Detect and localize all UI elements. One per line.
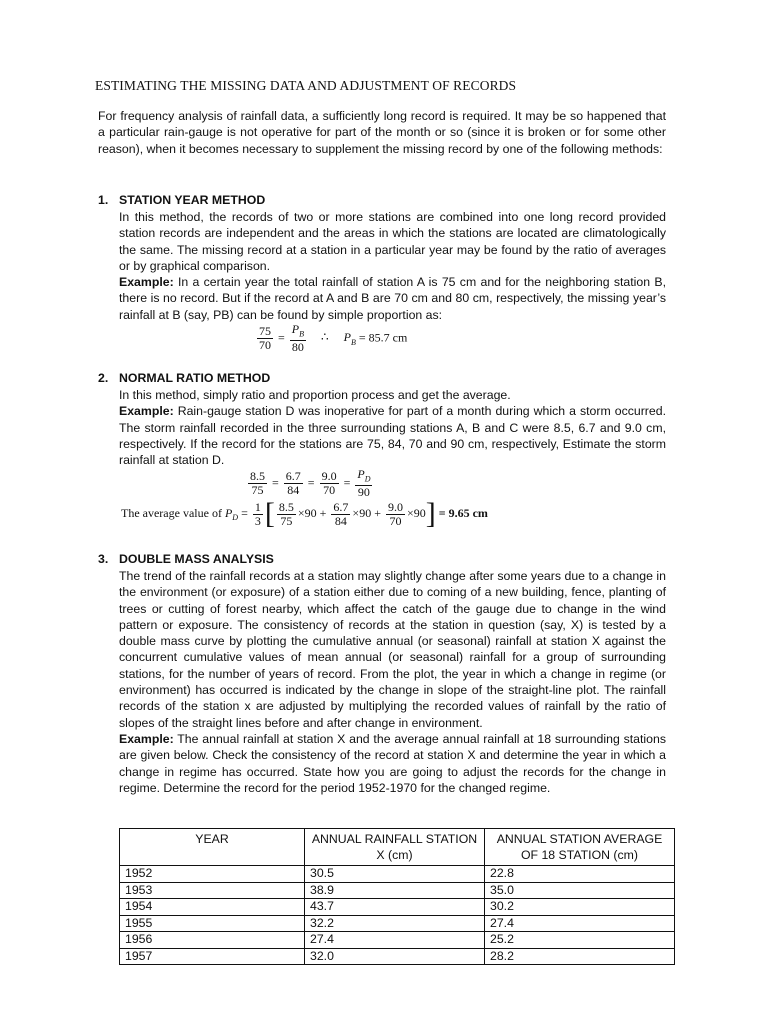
cell-average: 28.2 xyxy=(485,948,675,965)
header-year: YEAR xyxy=(120,829,305,866)
cell-station-x: 32.2 xyxy=(305,915,485,932)
f3-times: ×90 xyxy=(406,505,426,520)
left-bracket: [ xyxy=(264,497,275,530)
section-2-body xyxy=(119,387,666,468)
f2-last-sub: D xyxy=(364,474,371,484)
f3-times: ×90 xyxy=(297,505,317,520)
table-row xyxy=(120,948,675,965)
f2-frac-den: 75 xyxy=(251,483,264,498)
formula-station-year xyxy=(255,323,407,354)
f3-third-den: 3 xyxy=(254,513,261,528)
f2-last-var: P xyxy=(357,467,365,481)
f3-times: ×90 xyxy=(352,505,372,520)
table-row xyxy=(120,899,675,916)
section-3-text: The trend of the rainfall records at a station may slightly change after some years due to a change in the environment (or exposure) of a station either due to coming of a new building, fence, planting of trees or cutting of forest nearby, which affect the catch of the gauge due to change in the wind pattern or exposure. The consistency of records at the station in question (say, X) is tested by a double mass curve by plotting the cumulative annual (or seasonal) rainfall at station X against the concurrent cumulative values of mean annual (or seasonal) rainfall for a group of surrounding stations, for the number of years of record. From the plot, the year in which a change in regime (or environment) has occurred is indicated by the change in slope of the straight-line plot. The rainfall records of the station x are adjusted by multiplying the recorded values of rainfall by the ratio of slopes of the straight lines before and after change in environment. xyxy=(119,569,666,730)
f3-term-num: 9.0 xyxy=(387,499,403,514)
f3-sub: D xyxy=(232,513,239,523)
section-1-text: In this method, the records of two or more stations are combined into one long record provided station records are independent and the areas in which the stations are located are climatologically the same. The missing record at a station in a particular year may be found by the ratio of averages or by graphical comparison. xyxy=(119,210,666,273)
section-3-example-label: Example: xyxy=(119,731,174,746)
therefore-symbol: ∴ xyxy=(321,330,329,345)
f1-rhs-sub: B xyxy=(299,329,305,339)
cell-station-x: 43.7 xyxy=(305,899,485,916)
right-bracket: ] xyxy=(425,497,436,530)
header-station-x: ANNUAL RAINFALL STATION X (cm) xyxy=(305,829,485,866)
f1-result-val: = 85.7 cm xyxy=(358,330,408,345)
cell-average: 35.0 xyxy=(485,882,675,899)
section-2-number: 2. xyxy=(98,371,109,385)
f2-frac-den: 70 xyxy=(323,483,336,498)
section-1-example-label: Example: xyxy=(119,275,174,290)
cell-average: 27.4 xyxy=(485,915,675,932)
section-1-heading: STATION YEAR METHOD xyxy=(119,193,266,207)
formula-average xyxy=(121,499,488,529)
cell-average: 25.2 xyxy=(485,932,675,949)
f2-frac-num: 9.0 xyxy=(321,469,337,484)
cell-station-x: 30.5 xyxy=(305,866,485,883)
f3-result: = 9.65 cm xyxy=(438,505,488,520)
header-station-average: ANNUAL STATION AVERAGE OF 18 STATION (cm) xyxy=(485,829,675,866)
f2-frac-num: 8.5 xyxy=(250,469,265,484)
f3-third-num: 1 xyxy=(254,499,261,514)
f3-plus: + xyxy=(374,505,381,520)
f2-eq: = xyxy=(307,475,315,490)
formula-normal-ratio xyxy=(246,468,374,499)
f3-eq: = xyxy=(241,505,248,520)
f3-plus: + xyxy=(319,505,327,520)
cell-year: 1952 xyxy=(120,866,305,883)
section-1-body xyxy=(119,209,666,323)
section-3-number: 3. xyxy=(98,552,109,566)
section-2-example-label: Example: xyxy=(119,404,174,419)
rainfall-table xyxy=(119,828,675,965)
f1-result-var: P xyxy=(343,330,351,345)
table-row xyxy=(120,882,675,899)
f3-term-den: 84 xyxy=(334,513,347,528)
f3-term-num: 8.5 xyxy=(278,499,294,514)
section-3-heading: DOUBLE MASS ANALYSIS xyxy=(119,552,274,566)
f3-term-den: 70 xyxy=(389,513,402,528)
table-row xyxy=(120,866,675,883)
f3-term-den: 75 xyxy=(280,513,293,528)
f1-eq: = xyxy=(278,330,285,345)
table-row xyxy=(120,915,675,932)
cell-year: 1953 xyxy=(120,882,305,899)
f1-rhs-den: 80 xyxy=(291,340,304,355)
section-2-heading: NORMAL RATIO METHOD xyxy=(119,371,271,385)
cell-station-x: 32.0 xyxy=(305,948,485,965)
section-3-example-text: The annual rainfall at station X and the average annual rainfall at 18 surrounding stations are given below. Check the consistency of the record at station X and determine the year in which a change in regime has occurred. State how you are going to adjust the records for the change in regime. Determine the record for the period 1952-1970 for the changed regime. xyxy=(119,731,666,795)
f2-frac-num: 6.7 xyxy=(285,469,301,484)
f2-eq: = xyxy=(343,475,351,490)
section-2-text: In this method, simply ratio and proportion process and get the average. xyxy=(119,388,511,402)
f1-result-sub: B xyxy=(351,337,356,347)
f1-lhs-num: 75 xyxy=(259,324,271,339)
f1-rhs-var: P xyxy=(291,322,300,336)
cell-station-x: 38.9 xyxy=(305,882,485,899)
table-row xyxy=(120,932,675,949)
cell-year: 1955 xyxy=(120,915,305,932)
section-3-body xyxy=(119,568,666,796)
f2-last-den: 90 xyxy=(357,485,370,500)
section-2-example-text: Rain-gauge station D was inoperative for part of a month during which a storm occurred. The storm rainfall recorded in the three surrounding stations A, B and C were 8.5, 6.7 and 9.0 cm, respectively. If the record for the stations are 75, 84, 70 and 90 cm, respectively, Estimate the storm rainfall at station D. xyxy=(119,404,666,468)
f3-term-num: 6.7 xyxy=(333,499,349,514)
f1-lhs-den: 70 xyxy=(259,338,271,353)
table-header-row xyxy=(120,829,675,866)
cell-average: 30.2 xyxy=(485,899,675,916)
cell-year: 1956 xyxy=(120,932,305,949)
section-1-example-text: In a certain year the total rainfall of station A is 75 cm and for the neighboring station B, there is no record. But if the record at A and B are 70 cm and 80 cm, respectively, the missing year’s rainfall at B (say, PB) can be found by simple proportion as: xyxy=(119,275,666,322)
intro-paragraph: For frequency analysis of rainfall data, a sufficiently long record is required. It may be so happened that a particular rain-gauge is not operative for part of the month or so (since it is broken or for some other reason), when it becomes necessary to supplement the missing record by one of the following methods: xyxy=(98,109,666,156)
f3-label: The average value of xyxy=(121,505,225,520)
cell-year: 1957 xyxy=(120,948,305,965)
cell-station-x: 27.4 xyxy=(305,932,485,949)
f3-var: P xyxy=(224,505,233,520)
f2-frac-den: 84 xyxy=(287,483,300,498)
document-title: ESTIMATING THE MISSING DATA AND ADJUSTMENT OF RECORDS xyxy=(95,78,517,93)
section-1-number: 1. xyxy=(98,193,109,207)
cell-year: 1954 xyxy=(120,899,305,916)
f2-eq: = xyxy=(272,475,279,490)
cell-average: 22.8 xyxy=(485,866,675,883)
